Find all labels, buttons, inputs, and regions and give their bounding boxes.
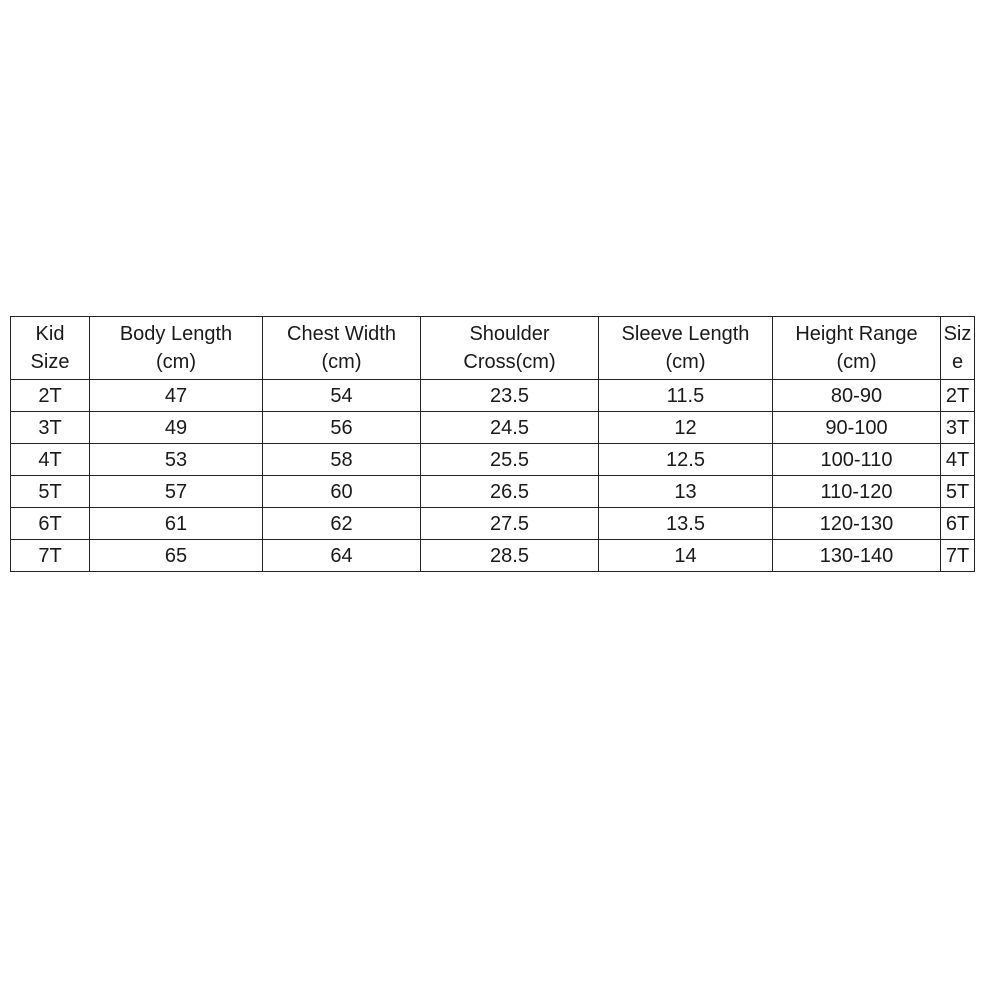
cell-chest-width: 54 [263, 380, 421, 412]
header-size: Siz e [941, 317, 975, 380]
table-row [11, 412, 975, 444]
header-row [11, 317, 975, 380]
cell-kid-size: 6T [11, 508, 90, 540]
cell-height-range: 80-90 [773, 380, 941, 412]
header-sleeve-length: Sleeve Length (cm) [599, 317, 773, 380]
cell-sleeve-length: 11.5 [599, 380, 773, 412]
table-row [11, 508, 975, 540]
size-chart-table [10, 316, 975, 572]
cell-body-length: 49 [90, 412, 263, 444]
cell-chest-width: 56 [263, 412, 421, 444]
cell-height-range: 90-100 [773, 412, 941, 444]
header-shoulder-cross: Shoulder Cross(cm) [421, 317, 599, 380]
cell-sleeve-length: 12.5 [599, 444, 773, 476]
cell-sleeve-length: 13.5 [599, 508, 773, 540]
cell-size: 2T [941, 380, 975, 412]
table-body [11, 317, 975, 572]
table-row [11, 444, 975, 476]
header-height-range: Height Range (cm) [773, 317, 941, 380]
cell-shoulder-cross: 26.5 [421, 476, 599, 508]
cell-chest-width: 62 [263, 508, 421, 540]
cell-kid-size: 4T [11, 444, 90, 476]
header-kid-size: Kid Size [11, 317, 90, 380]
cell-size: 4T [941, 444, 975, 476]
cell-size: 7T [941, 540, 975, 572]
cell-size: 6T [941, 508, 975, 540]
cell-sleeve-length: 14 [599, 540, 773, 572]
cell-kid-size: 7T [11, 540, 90, 572]
cell-body-length: 47 [90, 380, 263, 412]
cell-shoulder-cross: 23.5 [421, 380, 599, 412]
cell-height-range: 100-110 [773, 444, 941, 476]
cell-size: 5T [941, 476, 975, 508]
cell-chest-width: 64 [263, 540, 421, 572]
cell-shoulder-cross: 25.5 [421, 444, 599, 476]
header-chest-width: Chest Width (cm) [263, 317, 421, 380]
cell-kid-size: 2T [11, 380, 90, 412]
cell-body-length: 53 [90, 444, 263, 476]
cell-size: 3T [941, 412, 975, 444]
cell-sleeve-length: 13 [599, 476, 773, 508]
cell-shoulder-cross: 27.5 [421, 508, 599, 540]
cell-chest-width: 60 [263, 476, 421, 508]
cell-kid-size: 5T [11, 476, 90, 508]
cell-kid-size: 3T [11, 412, 90, 444]
cell-body-length: 57 [90, 476, 263, 508]
cell-shoulder-cross: 28.5 [421, 540, 599, 572]
cell-shoulder-cross: 24.5 [421, 412, 599, 444]
header-body-length: Body Length (cm) [90, 317, 263, 380]
cell-body-length: 65 [90, 540, 263, 572]
table-row [11, 540, 975, 572]
cell-height-range: 110-120 [773, 476, 941, 508]
cell-chest-width: 58 [263, 444, 421, 476]
cell-body-length: 61 [90, 508, 263, 540]
table-row [11, 380, 975, 412]
cell-height-range: 130-140 [773, 540, 941, 572]
cell-sleeve-length: 12 [599, 412, 773, 444]
cell-height-range: 120-130 [773, 508, 941, 540]
table-row [11, 476, 975, 508]
